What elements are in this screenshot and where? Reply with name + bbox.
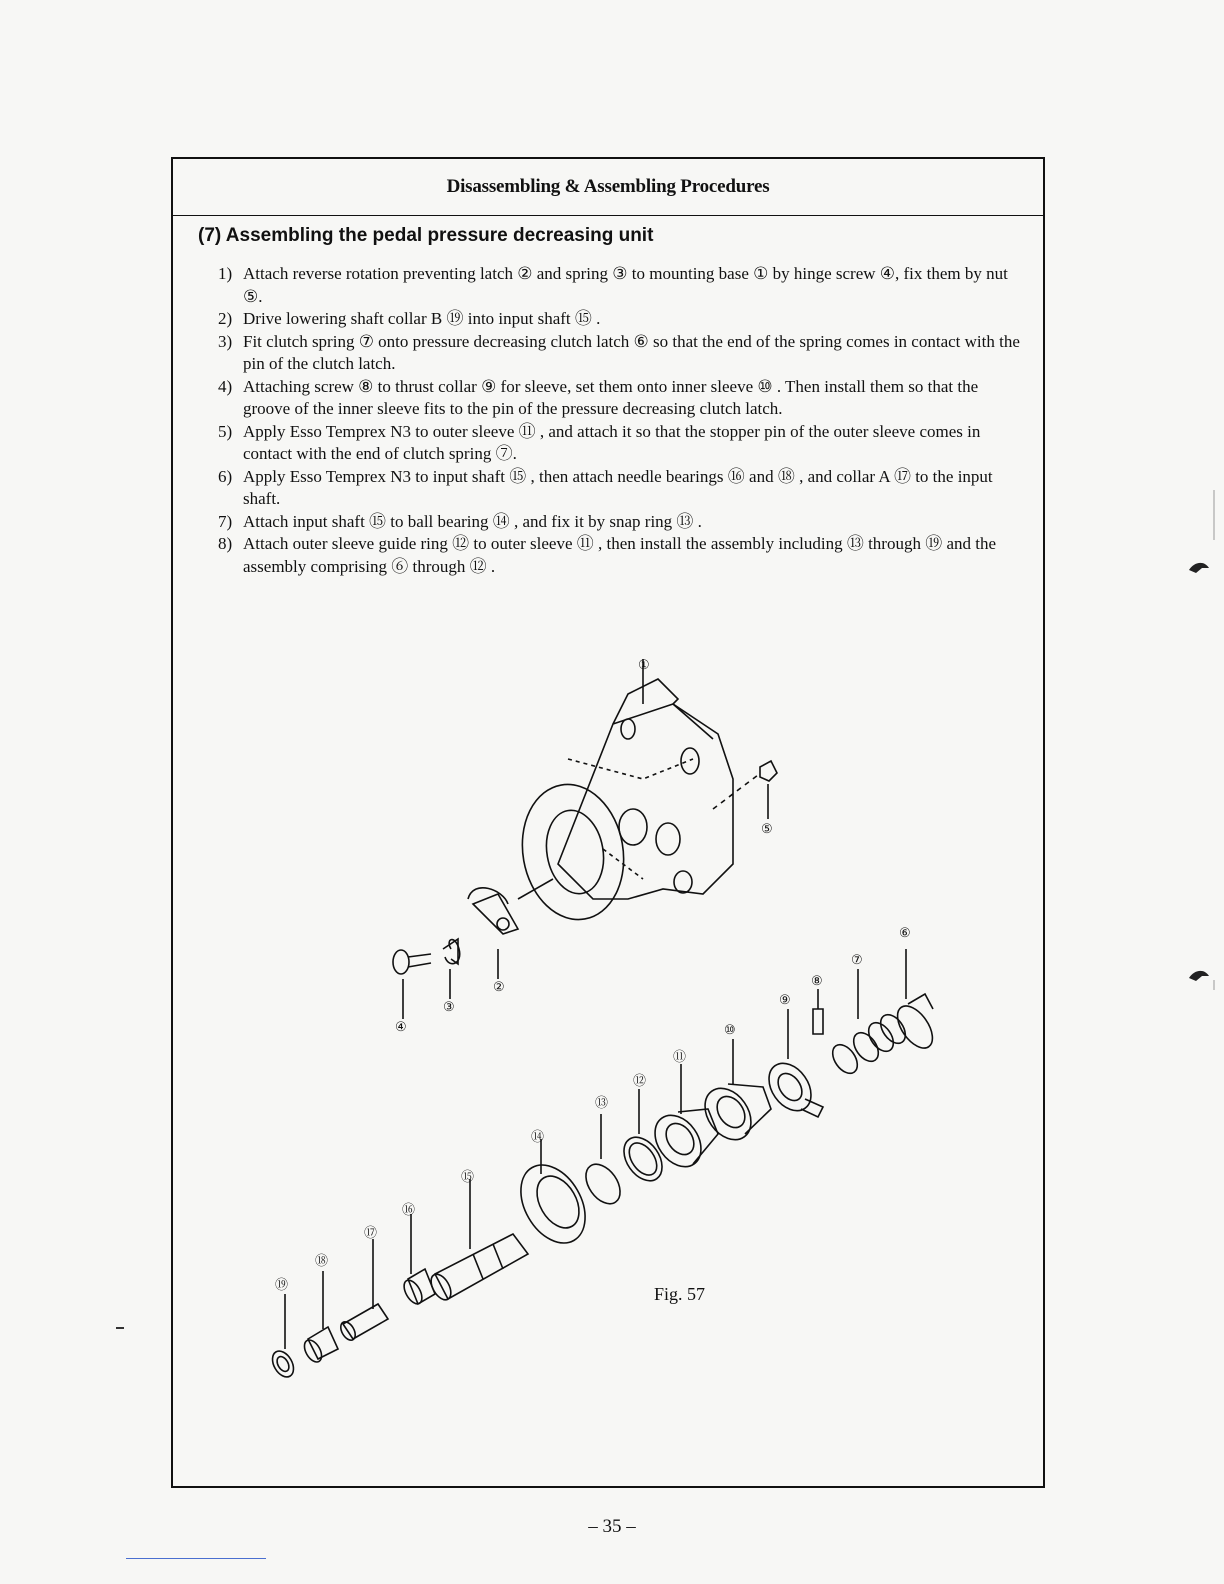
figure-caption: Fig. 57: [654, 1284, 706, 1304]
step-text: Fit clutch spring ⑦ onto pressure decreasing clutch latch ⑥ so that the end of the spring comes in contact with the pin of the clutch latch.: [243, 331, 1020, 373]
page-title: Disassembling & Assembling Procedures: [446, 176, 770, 197]
margin-tick: [116, 1327, 124, 1329]
callout-14: ⑭: [531, 1130, 545, 1145]
page-number: – 35 –: [588, 1516, 636, 1537]
step-number: 4): [218, 376, 233, 396]
callout-10: ⑩: [724, 1023, 736, 1038]
step-text: Attaching screw ⑧ to thrust collar ⑨ for sleeve, set them onto inner sleeve ⑩ . Then install them so that the groove of the inner sleeve fits to the pin of the pressure decreasing clutch latch.: [243, 376, 979, 418]
step-number: 3): [218, 331, 233, 351]
callout-1: ①: [638, 658, 650, 673]
callout-17: ⑰: [364, 1226, 378, 1241]
step-number: 7): [218, 511, 233, 531]
callout-9: ⑨: [779, 993, 791, 1008]
callout-3: ③: [443, 1000, 455, 1015]
step-text: Drive lowering shaft collar B ⑲ into input shaft ⑮ .: [243, 309, 601, 328]
step-number: 2): [218, 309, 233, 328]
step-text: Apply Esso Temprex N3 to input shaft ⑮ , then attach needle bearings ⑯ and ⑱ , and collar A ⑰ to the input shaft.: [243, 466, 993, 508]
callout-5: ⑤: [761, 822, 773, 837]
step-number: 8): [218, 534, 233, 553]
callout-18: ⑱: [315, 1254, 329, 1269]
callout-4: ④: [395, 1020, 407, 1035]
procedure-frame: [171, 157, 1045, 1488]
step-text: Apply Esso Temprex N3 to outer sleeve ⑪ , and attach it so that the stopper pin of the outer sleeve comes in contact with the end of clutch spring ⑦.: [243, 421, 981, 463]
callout-8: ⑧: [811, 974, 823, 989]
callout-19: ⑲: [275, 1278, 289, 1293]
step-number: 5): [218, 421, 233, 441]
callout-13: ⑬: [595, 1096, 609, 1111]
margin-binding-marks: [1074, 480, 1224, 1080]
bottom-rule: [126, 1558, 266, 1559]
callout-labels: [173, 159, 1043, 1479]
step-number: 6): [218, 466, 233, 486]
callout-12: ⑫: [633, 1074, 647, 1089]
callout-15: ⑮: [461, 1170, 475, 1185]
step-text: Attach input shaft ⑮ to ball bearing ⑭ , and fix it by snap ring ⑬ .: [243, 511, 702, 531]
step-text: Attach reverse rotation preventing latch ② and spring ③ to mounting base ① by hinge screw ④, fix them by nut ⑤.: [243, 264, 1008, 306]
section-title: (7) Assembling the pedal pressure decreasing unit: [198, 225, 654, 246]
callout-2: ②: [493, 980, 505, 995]
callout-11: ⑪: [673, 1050, 687, 1065]
callout-7: ⑦: [851, 953, 863, 968]
callout-16: ⑯: [402, 1203, 416, 1218]
step-text: Attach outer sleeve guide ring ⑫ to outer sleeve ⑪ , then install the assembly including ⑬ through ⑲ and the assembly comprising ⑥ through ⑫ .: [243, 534, 997, 576]
step-number: 1): [218, 264, 233, 283]
callout-6: ⑥: [899, 926, 911, 941]
